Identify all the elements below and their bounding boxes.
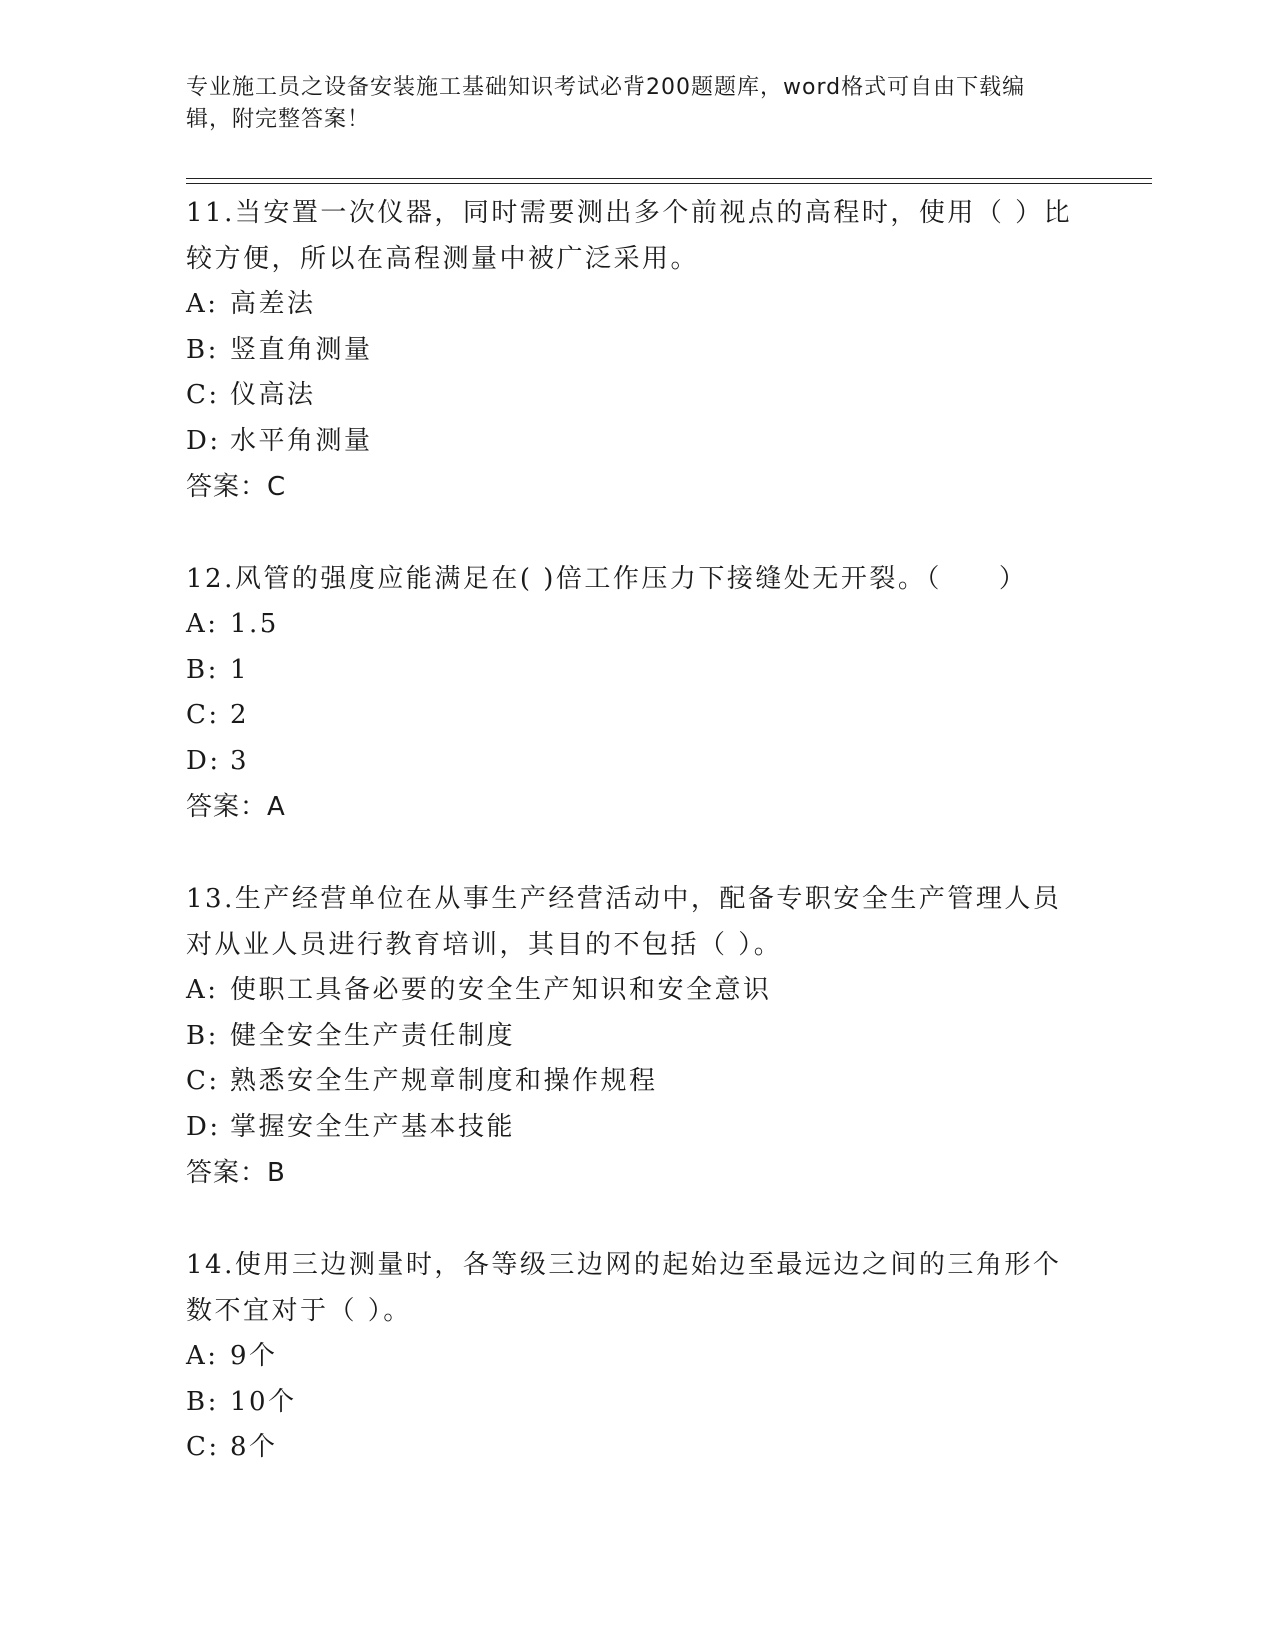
option-text: 竖直角测量 (230, 334, 373, 365)
question-12 (186, 556, 1086, 830)
option-letter: B: (186, 334, 219, 365)
option-letter: A: (186, 975, 219, 1005)
document-header: 专业施工员之设备安装施工基础知识考试必背200题题库，word格式可自由下载编辑，附完整答案！ (186, 75, 1026, 132)
option-b (186, 648, 1086, 694)
header-divider-bottom (186, 183, 1152, 184)
answer-line: 答案：C (186, 472, 287, 502)
option-a (186, 282, 1086, 328)
option-letter: C: (186, 700, 220, 730)
option-text: 掌握安全生产基本技能 (230, 1111, 516, 1142)
question-list (186, 187, 1086, 1517)
option-text: 2 (230, 700, 250, 730)
option-letter: B: (186, 1386, 219, 1417)
option-text: 仪高法 (230, 380, 316, 410)
option-b (186, 328, 1086, 374)
question-13 (186, 876, 1086, 1196)
option-text: 8个 (230, 1432, 278, 1462)
option-letter: B: (186, 1020, 219, 1051)
option-c (186, 693, 1086, 739)
option-text: 3 (230, 745, 250, 776)
answer-line: 答案：A (186, 792, 286, 822)
option-letter: A: (186, 1341, 219, 1371)
option-letter: C: (186, 1432, 220, 1462)
option-letter: C: (186, 1066, 220, 1096)
option-a (186, 602, 1086, 648)
question-stem: 12.风管的强度应能满足在( )倍工作压力下接缝处无开裂。（ ） (186, 564, 1028, 594)
question-stem: 13.生产经营单位在从事生产经营活动中，配备专职安全生产管理人员对从业人员进行教育培训，其目的不包括（ ）。 (186, 884, 1062, 960)
option-text: 1.5 (230, 609, 279, 639)
option-letter: C: (186, 380, 220, 410)
option-text: 1 (230, 654, 250, 685)
option-text: 高差法 (230, 289, 316, 319)
question-stem: 11.当安置一次仪器，同时需要测出多个前视点的高程时，使用（ ）比较方便，所以在高程测量中被广泛采用。 (186, 198, 1073, 274)
option-d (186, 739, 1086, 785)
option-text: 健全安全生产责任制度 (230, 1020, 516, 1051)
answer-line: 答案：B (186, 1158, 286, 1188)
option-text: 水平角测量 (230, 425, 373, 456)
question-14 (186, 1242, 1086, 1471)
option-c (186, 373, 1086, 419)
question-11 (186, 190, 1086, 510)
option-letter: D: (186, 425, 221, 456)
option-d (186, 419, 1086, 465)
option-text: 10个 (230, 1386, 297, 1417)
option-b (186, 1014, 1086, 1060)
option-text: 使职工具备必要的安全生产知识和安全意识 (230, 975, 772, 1005)
header-divider-top (186, 178, 1152, 179)
option-d (186, 1105, 1086, 1151)
option-letter: A: (186, 289, 219, 319)
option-a (186, 968, 1086, 1014)
option-c (186, 1425, 1086, 1471)
option-a (186, 1334, 1086, 1380)
option-c (186, 1059, 1086, 1105)
option-letter: D: (186, 1111, 221, 1142)
option-letter: A: (186, 609, 219, 639)
option-b (186, 1380, 1086, 1426)
question-stem: 14.使用三边测量时，各等级三边网的起始边至最远边之间的三角形个数不宜对于（ ）。 (186, 1250, 1062, 1326)
option-letter: B: (186, 654, 219, 685)
option-letter: D: (186, 745, 221, 776)
option-text: 9个 (230, 1341, 278, 1371)
option-text: 熟悉安全生产规章制度和操作规程 (230, 1066, 658, 1096)
